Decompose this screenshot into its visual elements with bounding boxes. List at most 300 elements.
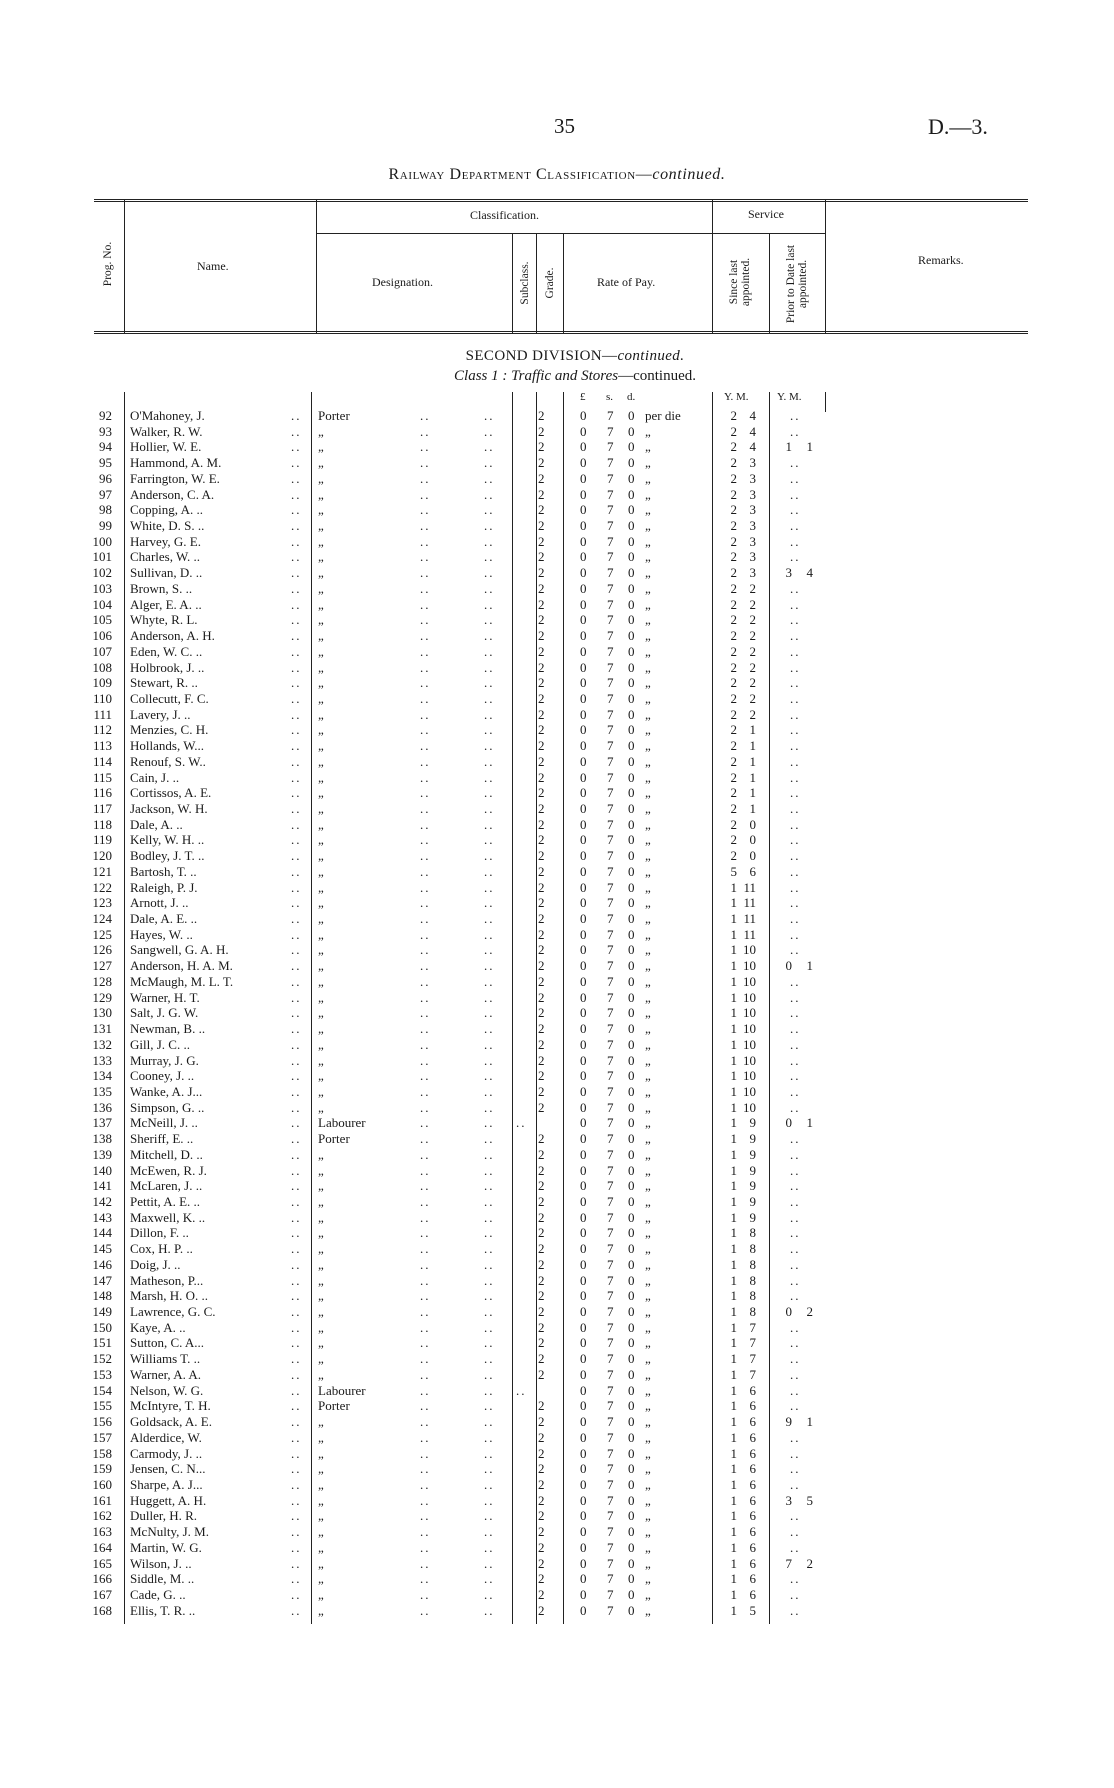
pay-pounds: 0	[580, 423, 587, 439]
since-years: 1	[730, 1256, 737, 1272]
prog-number: 128	[92, 973, 112, 989]
leader-dots: ..	[484, 1445, 495, 1461]
pay-pence: 0	[628, 439, 635, 455]
leader-dots: ..	[790, 801, 801, 816]
since-years: 2	[730, 518, 737, 534]
grade: 2	[538, 628, 545, 644]
prior-years: 7	[785, 1555, 792, 1571]
leader-dots: ..	[790, 1083, 801, 1099]
employee-name: Pettit, A. E. ..	[130, 1194, 201, 1209]
leader-dots: ..	[291, 911, 302, 927]
pay-pence: 0	[628, 1555, 635, 1571]
since-years: 1	[730, 989, 737, 1005]
grade: 2	[538, 1083, 545, 1099]
leader-dots: ..	[291, 801, 302, 816]
leader-dots: ..	[291, 549, 302, 565]
leader-dots: ..	[484, 612, 495, 628]
since-months: 9	[749, 1162, 756, 1178]
pay-unit: „	[645, 1304, 651, 1320]
pay-pence: 0	[628, 1492, 635, 1508]
leader-dots: ..	[420, 486, 431, 502]
leader-dots: ..	[484, 518, 495, 534]
pay-pence: 0	[628, 1209, 635, 1225]
leader-dots: ..	[484, 423, 495, 439]
pay-pounds: 0	[580, 1555, 587, 1571]
since-years: 1	[730, 1162, 737, 1178]
leader-dots: ..	[484, 895, 495, 911]
since-years: 2	[730, 439, 737, 455]
leader-dots: ..	[420, 895, 431, 911]
since-years: 1	[730, 1099, 737, 1115]
pay-unit: „	[645, 832, 651, 848]
pay-pence: 0	[628, 1178, 635, 1194]
prog-number: 103	[92, 580, 112, 596]
table-row	[0, 911, 1114, 927]
pay-pence: 0	[628, 1272, 635, 1288]
unit-pence: d.	[627, 391, 636, 403]
pay-pounds: 0	[580, 801, 587, 816]
pay-shillings: 7	[607, 848, 614, 864]
leader-dots: ..	[484, 801, 495, 816]
prog-number: 120	[92, 848, 112, 864]
pay-pence: 0	[628, 643, 635, 659]
leader-dots: ..	[790, 502, 801, 518]
pay-pounds: 0	[580, 408, 587, 423]
prior-years: 0	[785, 1304, 792, 1320]
pay-pounds: 0	[580, 769, 587, 785]
pay-pounds: 0	[580, 1036, 587, 1052]
table-row	[0, 1524, 1114, 1540]
table-row	[0, 1398, 1114, 1414]
pay-shillings: 7	[607, 486, 614, 502]
prog-number: 133	[92, 1052, 112, 1068]
leader-dots: ..	[291, 1194, 302, 1209]
since-months: 10	[743, 942, 756, 958]
employee-name: Cain, J. ..	[130, 769, 180, 785]
table-row	[0, 895, 1114, 911]
employee-name: Farrington, W. E.	[130, 470, 220, 486]
header-service: Service	[748, 207, 784, 221]
table-row	[0, 1508, 1114, 1524]
leader-dots: ..	[291, 1429, 302, 1445]
leader-dots: ..	[291, 769, 302, 785]
pay-pence: 0	[628, 816, 635, 832]
designation: „	[318, 1524, 324, 1540]
leader-dots: ..	[484, 502, 495, 518]
pay-shillings: 7	[607, 690, 614, 706]
since-years: 1	[730, 1555, 737, 1571]
pay-pence: 0	[628, 1083, 635, 1099]
pay-shillings: 7	[607, 565, 614, 581]
pay-pounds: 0	[580, 753, 587, 769]
unit-years-months-prior: Y. M.	[777, 391, 802, 403]
designation: „	[318, 1539, 324, 1555]
pay-shillings: 7	[607, 1555, 614, 1571]
since-months: 9	[749, 1115, 756, 1131]
prog-number: 150	[92, 1319, 112, 1335]
leader-dots: ..	[291, 1366, 302, 1382]
pay-pounds: 0	[580, 1131, 587, 1147]
pay-pence: 0	[628, 1476, 635, 1492]
grade: 2	[538, 1194, 545, 1209]
leader-dots: ..	[790, 486, 801, 502]
leader-dots: ..	[484, 1272, 495, 1288]
grade: 2	[538, 1021, 545, 1037]
prior-years: 1	[785, 439, 792, 455]
employee-name: Brown, S. ..	[130, 580, 193, 596]
leader-dots: ..	[420, 973, 431, 989]
since-months: 0	[749, 832, 756, 848]
since-years: 1	[730, 1194, 737, 1209]
since-years: 1	[730, 1052, 737, 1068]
leader-dots: ..	[790, 1288, 801, 1304]
pay-pounds: 0	[580, 1476, 587, 1492]
pay-shillings: 7	[607, 1036, 614, 1052]
pay-unit: „	[645, 1162, 651, 1178]
leader-dots: ..	[790, 816, 801, 832]
since-years: 2	[730, 848, 737, 864]
leader-dots: ..	[484, 753, 495, 769]
header-name: Name.	[197, 259, 229, 273]
pay-unit: „	[645, 911, 651, 927]
pay-unit: „	[645, 738, 651, 754]
pay-pence: 0	[628, 628, 635, 644]
since-months: 8	[749, 1225, 756, 1241]
leader-dots: ..	[484, 659, 495, 675]
leader-dots: ..	[484, 580, 495, 596]
pay-shillings: 7	[607, 1021, 614, 1037]
since-years: 2	[730, 455, 737, 471]
pay-shillings: 7	[607, 1209, 614, 1225]
employee-name: Simpson, G. ..	[130, 1099, 205, 1115]
grade: 2	[538, 753, 545, 769]
leader-dots: ..	[790, 549, 801, 565]
pay-unit: „	[645, 1539, 651, 1555]
employee-name: Doig, J. ..	[130, 1256, 181, 1272]
pay-pence: 0	[628, 879, 635, 895]
pay-shillings: 7	[607, 1335, 614, 1351]
leader-dots: ..	[790, 408, 801, 423]
employee-name: McNeill, J. ..	[130, 1115, 198, 1131]
pay-shillings: 7	[607, 596, 614, 612]
document-reference: D.—3.	[928, 114, 988, 139]
pay-unit: „	[645, 1382, 651, 1398]
pay-shillings: 7	[607, 1492, 614, 1508]
leader-dots: ..	[291, 533, 302, 549]
designation: „	[318, 1146, 324, 1162]
header-classification: Classification.	[470, 208, 539, 222]
employee-name: Dale, A. E. ..	[130, 911, 198, 927]
table-row	[0, 1273, 1114, 1289]
leader-dots: ..	[291, 863, 302, 879]
division-title-main: SECOND DIVISION—	[465, 348, 618, 364]
employee-name: Matheson, P...	[130, 1272, 204, 1288]
grade: 2	[538, 879, 545, 895]
table-row	[0, 1304, 1114, 1320]
pay-pounds: 0	[580, 1099, 587, 1115]
leader-dots: ..	[790, 785, 801, 801]
since-years: 1	[730, 1445, 737, 1461]
since-months: 8	[749, 1256, 756, 1272]
employee-name: McNulty, J. M.	[130, 1524, 209, 1540]
since-months: 1	[749, 769, 756, 785]
leader-dots: ..	[790, 1021, 801, 1037]
pay-unit: „	[645, 801, 651, 816]
pay-shillings: 7	[607, 1366, 614, 1382]
table-row	[0, 1540, 1114, 1556]
table-row	[0, 722, 1114, 738]
pay-pence: 0	[628, 675, 635, 691]
pay-pence: 0	[628, 801, 635, 816]
table-row	[0, 1414, 1114, 1430]
leader-dots: ..	[484, 565, 495, 581]
prog-number: 97	[99, 486, 112, 502]
leader-dots: ..	[790, 738, 801, 754]
unit-shillings: s.	[606, 391, 614, 403]
table-row	[0, 927, 1114, 943]
pay-pence: 0	[628, 1445, 635, 1461]
header-prior-text: Prior to Date last appointed.	[785, 244, 809, 324]
since-years: 2	[730, 706, 737, 722]
designation: „	[318, 675, 324, 691]
prog-number: 165	[92, 1555, 112, 1571]
pay-pounds: 0	[580, 1272, 587, 1288]
grade: 2	[538, 1476, 545, 1492]
pay-pounds: 0	[580, 580, 587, 596]
leader-dots: ..	[790, 1508, 801, 1524]
leader-dots: ..	[291, 1178, 302, 1194]
leader-dots: ..	[291, 1398, 302, 1414]
grade: 2	[538, 1351, 545, 1367]
designation: „	[318, 565, 324, 581]
designation: „	[318, 1555, 324, 1571]
employee-name: Anderson, A. H.	[130, 628, 215, 644]
designation: „	[318, 1052, 324, 1068]
prog-number: 132	[92, 1036, 112, 1052]
table-row	[0, 1351, 1114, 1367]
grade: 2	[538, 1256, 545, 1272]
leader-dots: ..	[291, 1414, 302, 1430]
pay-unit: „	[645, 863, 651, 879]
grade: 2	[538, 1162, 545, 1178]
pay-shillings: 7	[607, 1319, 614, 1335]
pay-shillings: 7	[607, 1382, 614, 1398]
designation: „	[318, 973, 324, 989]
leader-dots: ..	[420, 1162, 431, 1178]
employee-name: Hammond, A. M.	[130, 455, 222, 471]
pay-shillings: 7	[607, 1005, 614, 1021]
leader-dots: ..	[484, 1539, 495, 1555]
pay-unit: „	[645, 1398, 651, 1414]
since-months: 0	[749, 816, 756, 832]
pay-pence: 0	[628, 1587, 635, 1602]
pay-pence: 0	[628, 1005, 635, 1021]
pay-shillings: 7	[607, 1587, 614, 1602]
grade: 2	[538, 596, 545, 612]
header-prog-no: Prog. No.	[102, 241, 114, 287]
grade: 2	[538, 1304, 545, 1320]
since-months: 6	[749, 1398, 756, 1414]
pay-pounds: 0	[580, 832, 587, 848]
pay-shillings: 7	[607, 1571, 614, 1587]
designation: „	[318, 533, 324, 549]
grade: 2	[538, 769, 545, 785]
prog-number: 156	[92, 1414, 112, 1430]
leader-dots: ..	[484, 533, 495, 549]
leader-dots: ..	[420, 832, 431, 848]
pay-unit: „	[645, 1461, 651, 1477]
prog-number: 135	[92, 1083, 112, 1099]
pay-unit: „	[645, 989, 651, 1005]
grade: 2	[538, 1225, 545, 1241]
since-years: 1	[730, 926, 737, 942]
grade: 2	[538, 722, 545, 738]
table-row	[0, 1210, 1114, 1226]
prog-number: 168	[92, 1602, 112, 1618]
designation: „	[318, 801, 324, 816]
leader-dots: ..	[291, 439, 302, 455]
employee-name: Sheriff, E. ..	[130, 1131, 194, 1147]
leader-dots: ..	[291, 1382, 302, 1398]
designation: „	[318, 769, 324, 785]
pay-pounds: 0	[580, 690, 587, 706]
employee-name: Martin, W. G.	[130, 1539, 202, 1555]
prior-years: 0	[785, 958, 792, 974]
prog-number: 110	[92, 690, 112, 706]
since-months: 3	[749, 470, 756, 486]
table-row	[0, 990, 1114, 1006]
table-row	[0, 707, 1114, 723]
leader-dots: ..	[420, 942, 431, 958]
grade: 2	[538, 1209, 545, 1225]
leader-dots: ..	[420, 408, 431, 423]
prog-number: 106	[92, 628, 112, 644]
prog-number: 126	[92, 942, 112, 958]
prior-years: 3	[785, 565, 792, 581]
leader-dots: ..	[420, 1351, 431, 1367]
leader-dots: ..	[484, 1068, 495, 1084]
prior-months: 1	[806, 439, 813, 455]
leader-dots: ..	[420, 989, 431, 1005]
designation: „	[318, 1241, 324, 1257]
pay-unit: „	[645, 1288, 651, 1304]
leader-dots: ..	[291, 565, 302, 581]
pay-pounds: 0	[580, 596, 587, 612]
since-months: 1	[749, 801, 756, 816]
leader-dots: ..	[790, 628, 801, 644]
designation: „	[318, 1366, 324, 1382]
leader-dots: ..	[790, 848, 801, 864]
leader-dots: ..	[420, 1021, 431, 1037]
prog-number: 146	[92, 1256, 112, 1272]
since-years: 1	[730, 1366, 737, 1382]
leader-dots: ..	[790, 1319, 801, 1335]
since-years: 1	[730, 1524, 737, 1540]
pay-pence: 0	[628, 1429, 635, 1445]
since-years: 1	[730, 942, 737, 958]
pay-pounds: 0	[580, 706, 587, 722]
leader-dots: ..	[420, 1241, 431, 1257]
grade: 2	[538, 1508, 545, 1524]
pay-shillings: 7	[607, 879, 614, 895]
employee-name: Stewart, R. ..	[130, 675, 198, 691]
leader-dots: ..	[790, 1539, 801, 1555]
since-years: 2	[730, 738, 737, 754]
prog-number: 144	[92, 1225, 112, 1241]
leader-dots: ..	[291, 502, 302, 518]
pay-pence: 0	[628, 455, 635, 471]
leader-dots: ..	[790, 1476, 801, 1492]
pay-shillings: 7	[607, 1351, 614, 1367]
leader-dots: ..	[790, 1068, 801, 1084]
grade: 2	[538, 801, 545, 816]
pay-pounds: 0	[580, 848, 587, 864]
since-months: 1	[749, 785, 756, 801]
since-years: 1	[730, 1382, 737, 1398]
prog-number: 149	[92, 1304, 112, 1320]
pay-unit: „	[645, 1005, 651, 1021]
employee-name: McMaugh, M. L. T.	[130, 973, 234, 989]
since-years: 1	[730, 1288, 737, 1304]
leader-dots: ..	[484, 1351, 495, 1367]
employee-name: Williams T. ..	[130, 1351, 201, 1367]
leader-dots: ..	[790, 973, 801, 989]
since-months: 6	[749, 1492, 756, 1508]
pay-pounds: 0	[580, 1194, 587, 1209]
prior-years: 0	[785, 1115, 792, 1131]
pay-pounds: 0	[580, 455, 587, 471]
prog-number: 116	[92, 785, 112, 801]
leader-dots: ..	[420, 1492, 431, 1508]
leader-dots: ..	[790, 470, 801, 486]
table-row	[0, 785, 1114, 801]
since-years: 1	[730, 1083, 737, 1099]
pay-shillings: 7	[607, 769, 614, 785]
since-months: 9	[749, 1146, 756, 1162]
leader-dots: ..	[790, 1131, 801, 1147]
grade: 2	[538, 1288, 545, 1304]
leader-dots: ..	[291, 958, 302, 974]
leader-dots: ..	[291, 1083, 302, 1099]
since-years: 2	[730, 612, 737, 628]
pay-shillings: 7	[607, 408, 614, 423]
leader-dots: ..	[484, 1194, 495, 1209]
leader-dots: ..	[420, 1571, 431, 1587]
leader-dots: ..	[291, 1146, 302, 1162]
pay-pounds: 0	[580, 1335, 587, 1351]
grade: 2	[538, 439, 545, 455]
table-row	[0, 1367, 1114, 1383]
since-months: 10	[743, 1052, 756, 1068]
designation: „	[318, 1429, 324, 1445]
employee-name: Walker, R. W.	[130, 423, 203, 439]
employee-name: Eden, W. C. ..	[130, 643, 203, 659]
prog-number: 151	[92, 1335, 112, 1351]
leader-dots: ..	[790, 1052, 801, 1068]
leader-dots: ..	[484, 879, 495, 895]
table-row	[0, 1225, 1114, 1241]
since-years: 2	[730, 832, 737, 848]
table-row	[0, 1131, 1114, 1147]
since-years: 2	[730, 486, 737, 502]
table-row	[0, 628, 1114, 644]
pay-pounds: 0	[580, 486, 587, 502]
table-row	[0, 581, 1114, 597]
leader-dots: ..	[790, 879, 801, 895]
pay-shillings: 7	[607, 1146, 614, 1162]
employee-name: Dillon, F. ..	[130, 1225, 189, 1241]
since-months: 6	[749, 1429, 756, 1445]
